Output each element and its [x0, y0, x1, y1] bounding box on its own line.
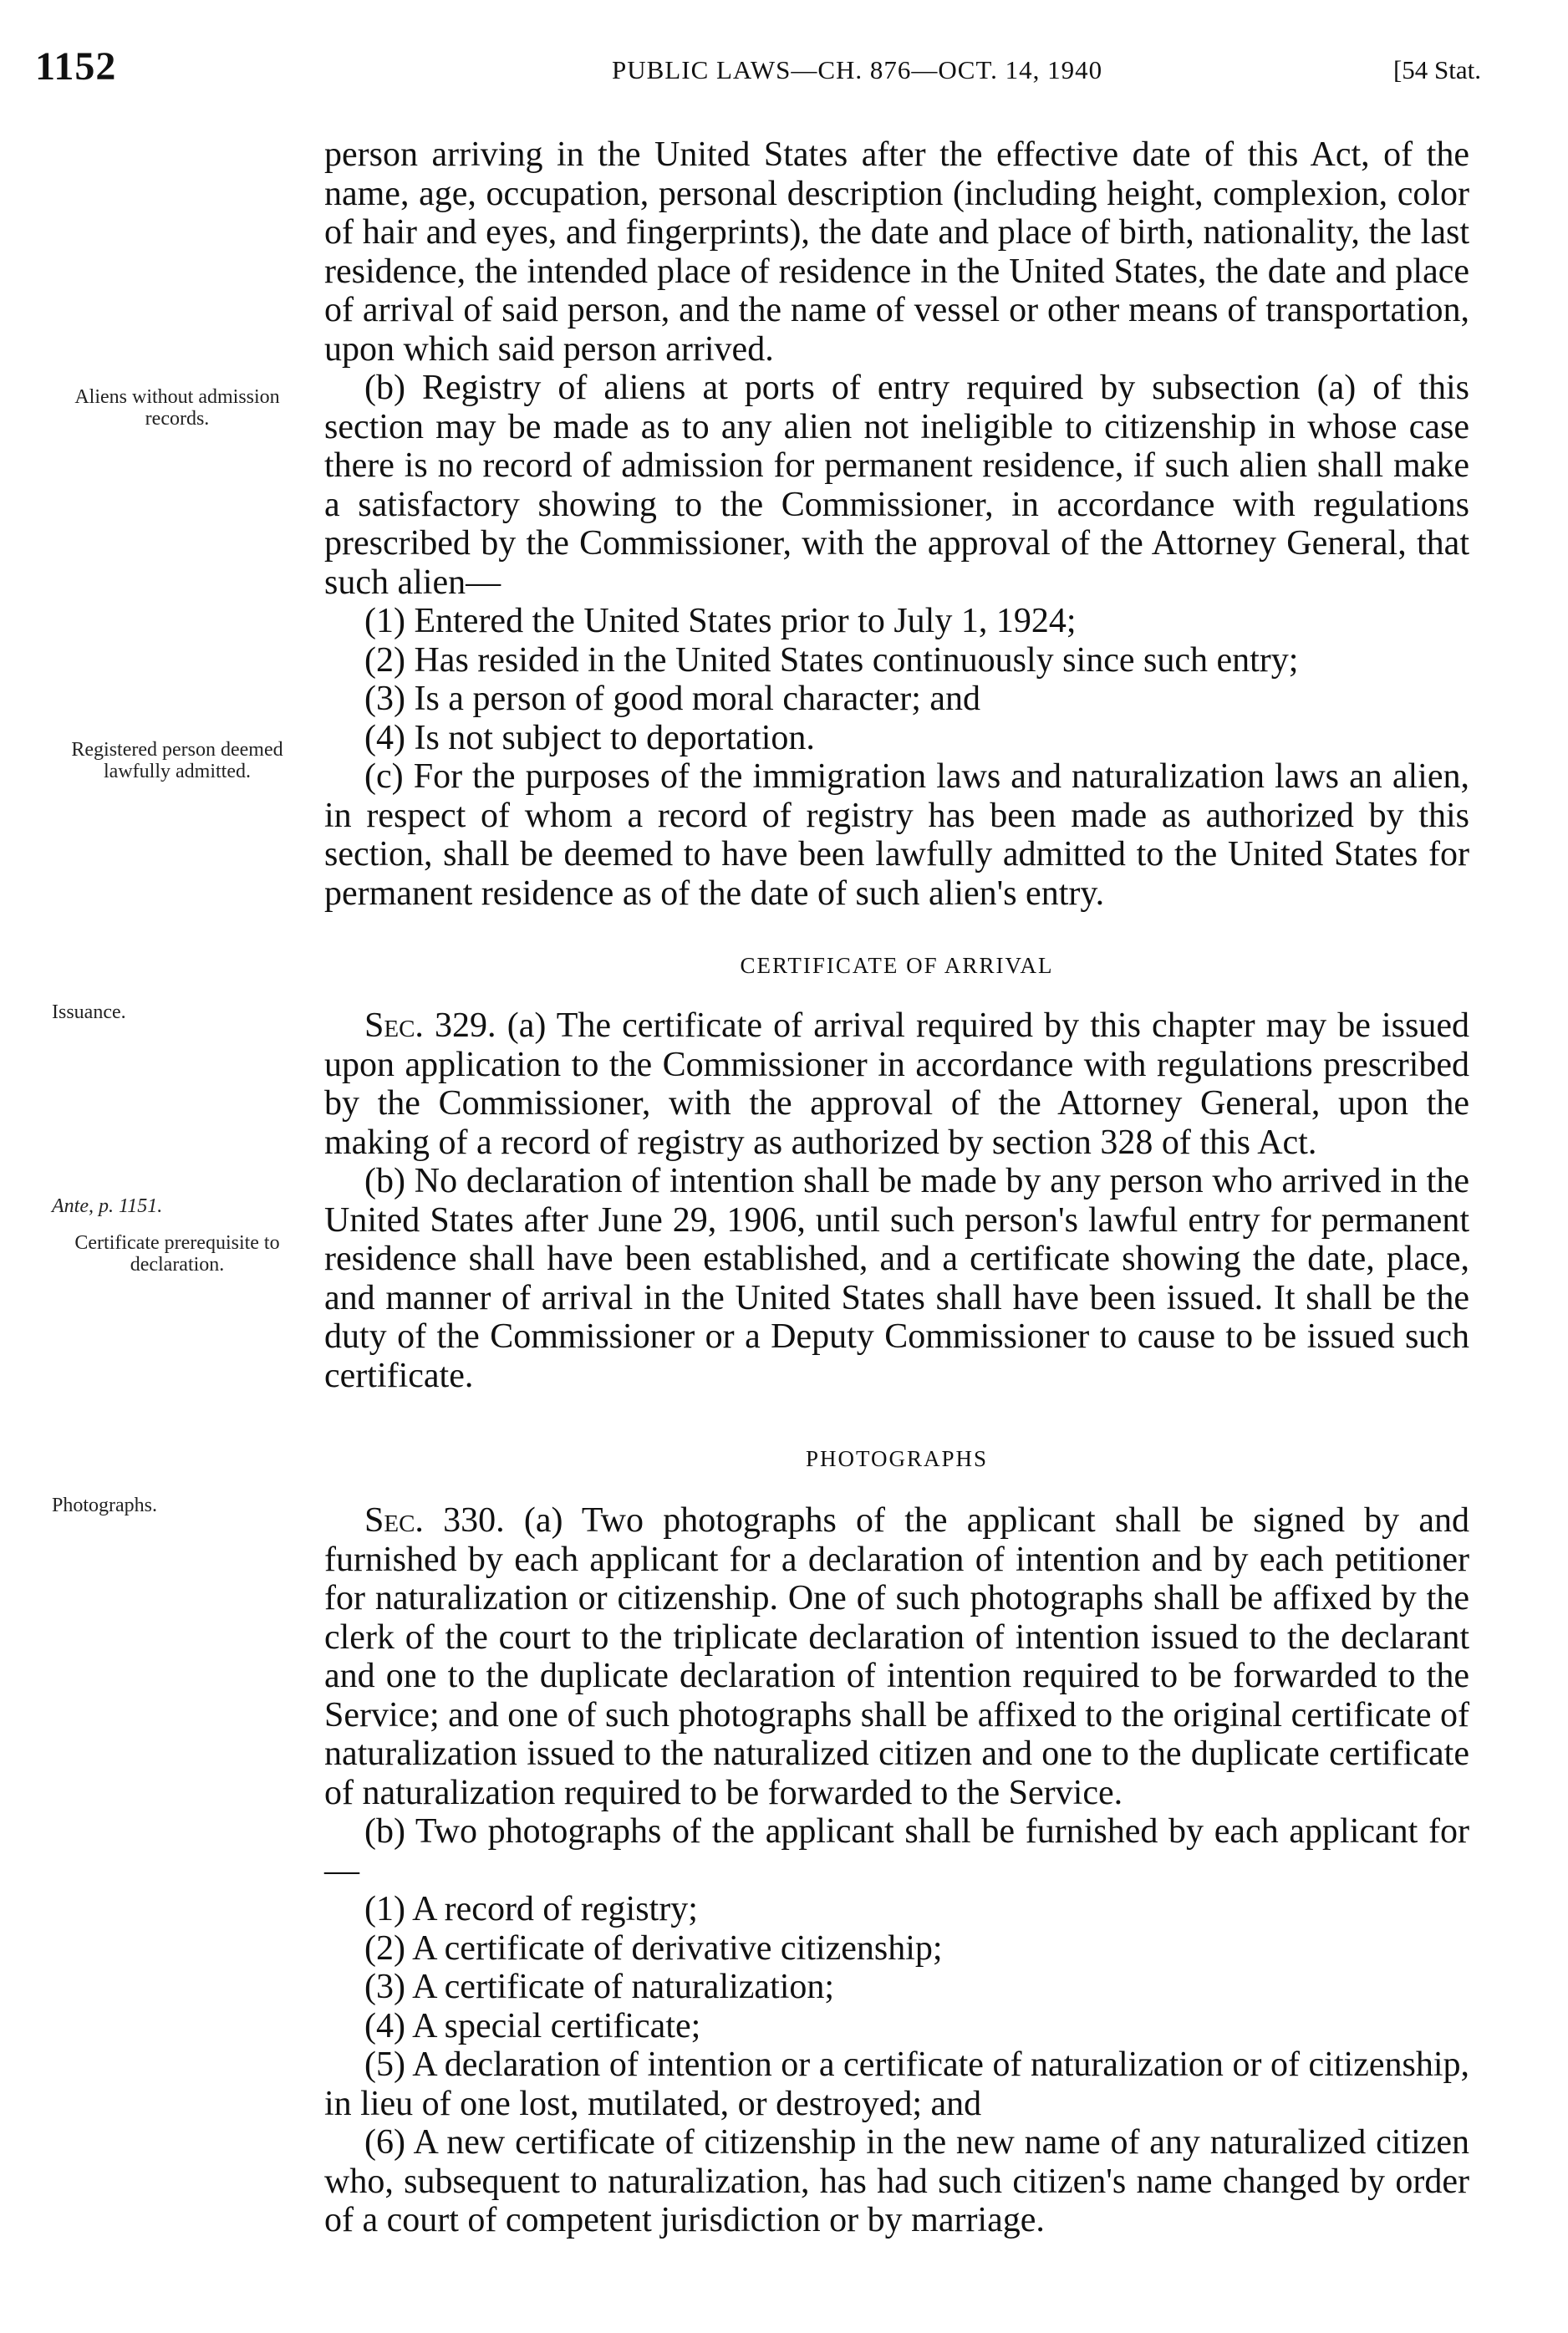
- paragraph-329-a: [324, 1006, 1469, 1162]
- list-item: (5) A declaration of intention or a certificate of naturalization or of citizenship, in lieu of one lost, mutilated, or destroyed; and: [324, 2045, 1469, 2123]
- list-item: (2) A certificate of derivative citizenship;: [364, 1928, 943, 1968]
- paragraph-328-b: (b) Registry of aliens at ports of entry required by subsection (a) of this section may be made as to any alien not ineligible to citizenship in whose case there is no record of admission for permanent residence, if such alien shall make a satisfactory showing to the Commissioner, in accordance with regulations prescribed by the Commissioner, with the approval of the Attorney General, that such alien—: [324, 369, 1469, 602]
- list-item: (6) A new certificate of citizenship in the new name of any naturalized citizen who, subsequent to naturalization, has had such citizen's name changed by order of a court of competent jurisdiction or by marriage.: [324, 2123, 1469, 2239]
- margin-note-issuance: Issuance.: [52, 1001, 126, 1023]
- list-item: (3) A certificate of naturalization;: [364, 1968, 835, 2006]
- section-330: [324, 1501, 1469, 2240]
- list-item: (4) Is not subject to deportation.: [364, 718, 815, 757]
- page-number: 1152: [35, 44, 117, 89]
- paragraph-330-a: [324, 1501, 1469, 1812]
- paragraph-text: (a) The certificate of arrival required by this chapter may be issued upon application to the Commissioner in accordance with regulations prescribed by the Commissioner, with the approval of the Attorney General, upon the making of a record of registry as authorized by section 328 of this Act.: [324, 1006, 1470, 1162]
- section-label: Sec. 329.: [364, 1006, 496, 1045]
- margin-note-photographs: Photographs.: [52, 1495, 157, 1516]
- section-328-continuation: [324, 135, 1469, 913]
- list-item: (1) Entered the United States prior to July 1, 1924;: [364, 602, 1077, 640]
- paragraph-330-b: (b) Two photographs of the applicant shall be furnished by each applicant for—: [324, 1812, 1469, 1890]
- margin-note-aliens-without-records: Aliens without admission records.: [74, 386, 280, 430]
- paragraph-329-b: (b) No declaration of intention shall be made by any person who arrived in the United States after June 29, 1906, until such person's lawful entry for permanent residence shall have been established, and a certificate showing the date, place, and manner of arrival in the United States shall have been issued. It shall be the duty of the Commissioner or a Deputy Commissioner to cause to be issued such certificate.: [324, 1162, 1469, 1395]
- paragraph-registry-record: person arriving in the United States after the effective date of this Act, of the name, age, occupation, personal description (including height, complexion, color of hair and eyes, and fingerprints), the date and place of birth, nationality, the last residence, the intended place of residence in the United States, the date and place of arrival of said person, and the name of vessel or other means of transportation, upon which said person arrived.: [324, 135, 1469, 369]
- margin-note-ante: Ante, p. 1151.: [52, 1195, 163, 1217]
- paragraph-328-c: (c) For the purposes of the immigration laws and naturalization laws an alien, in respect of whom a record of registry has been made as authorized by this section, shall be deemed to have been lawfully admitted to the United States for permanent residence as of the date of such alien's entry.: [324, 757, 1469, 913]
- margin-note-certificate-prerequisite: Certificate prerequisite to declaration.: [74, 1232, 280, 1276]
- margin-note-registered-person: Registered person deemed lawfully admitted.: [71, 739, 283, 782]
- section-heading-photographs: PHOTOGRAPHS: [805, 1446, 989, 1471]
- list-item: (1) A record of registry;: [364, 1890, 698, 1928]
- list-item: (3) Is a person of good moral character; and: [364, 680, 981, 718]
- statute-reference: [54 Stat.: [1392, 55, 1481, 84]
- list-item: (2) Has resided in the United States continuously since such entry;: [364, 640, 1299, 680]
- section-329: [324, 1006, 1469, 1395]
- page-header: [35, 43, 1481, 94]
- section-label: Sec. 330.: [364, 1501, 505, 1540]
- list-item: (4) A special certificate;: [364, 2006, 701, 2045]
- paragraph-text: (a) Two photographs of the applicant shall be signed by and furnished by each applicant for a declaration of intention and by each petitioner for naturalization or citizenship. One of such photographs shall be affixed by the clerk of the court to the triplicate declaration of intention issued to the declarant and one to the duplicate declaration of intention required to be forwarded to the Service; and one of such photographs shall be affixed to the original certificate of naturalization issued to the naturalized citizen and one to the duplicate certificate of naturalization required to be forwarded to the Service.: [324, 1501, 1470, 1812]
- section-heading-certificate-of-arrival: CERTIFICATE OF ARRIVAL: [740, 953, 1054, 978]
- running-head: PUBLIC LAWS—CH. 876—OCT. 14, 1940: [612, 55, 1103, 84]
